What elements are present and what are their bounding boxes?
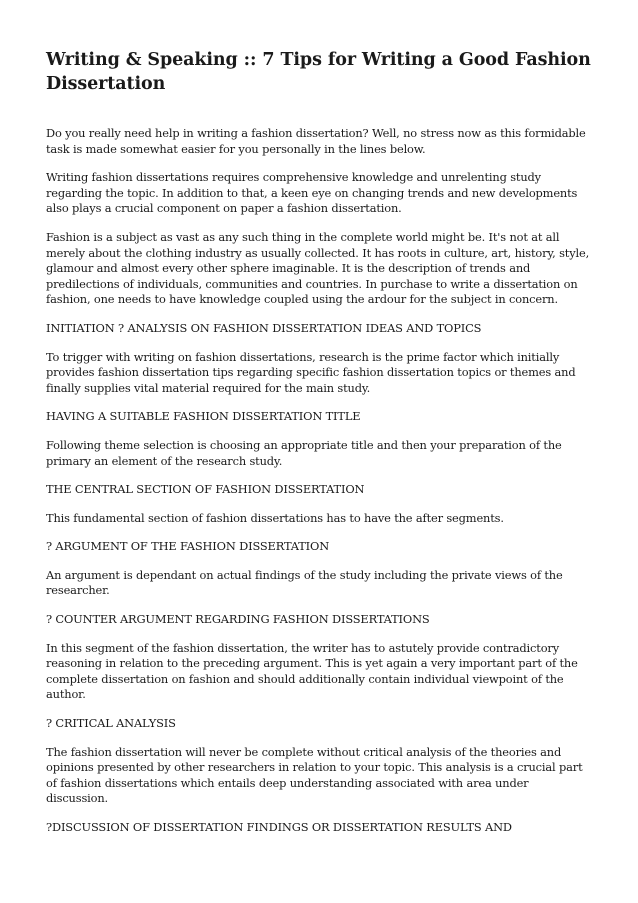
paragraph-theme-selection: Following theme selection is choosing an appropriate title and then your preparation of the primary an element of the research study. [46, 437, 562, 468]
section-heading-title: HAVING A SUITABLE FASHION DISSERTATION TITLE [46, 409, 361, 424]
document-title: Writing & Speaking :: 7 Tips for Writing a Good Fashion Dissertation [46, 50, 591, 94]
paragraph-critical-analysis: The fashion dissertation will never be complete without critical analysis of the theories and opinions presented by other researchers in relation to your topic. This analysis is a crucial part of fashion dissertations which entails deep understanding associated with area under discussion. [46, 744, 583, 806]
section-heading-counter-argument: ? COUNTER ARGUMENT REGARDING FASHION DISSERTATIONS [46, 612, 430, 627]
paragraph-fashion-subject: Fashion is a subject as vast as any such thing in the complete world might be. It's not at all merely about the clothing industry as usually collected. It has roots in culture, art, history, style, glamour and almost every other sphere imaginable. It is the description of trends and predilections of individuals, communities and countries. In purchase to write a dissertation on fashion, one needs to have knowledge coupled using the ardour for the subject in concern. [46, 229, 590, 307]
document-page [46, 48, 592, 849]
paragraph-research: To trigger with writing on fashion dissertations, research is the prime factor which initially provides fashion dissertation tips regarding specific fashion dissertation topics or themes and finally supplies vital material required for the main study. [46, 349, 576, 395]
section-heading-initiation: INITIATION ? ANALYSIS ON FASHION DISSERTATION IDEAS AND TOPICS [46, 320, 482, 335]
paragraph-counter-argument: In this segment of the fashion dissertation, the writer has to astutely provide contradictory reasoning in relation to the preceding argument. This is yet again a very important part of the complete dissertation on fashion and should additionally contain individual viewpoint of the author. [46, 640, 578, 702]
section-heading-discussion: ?DISCUSSION OF DISSERTATION FINDINGS OR DISSERTATION RESULTS AND [46, 820, 512, 834]
section-heading-central: THE CENTRAL SECTION OF FASHION DISSERTATION [46, 482, 365, 497]
section-heading-critical-analysis: ? CRITICAL ANALYSIS [46, 716, 176, 731]
paragraph-argument: An argument is dependant on actual findings of the study including the private views of the researcher. [46, 567, 563, 598]
paragraph-intro: Do you really need help in writing a fashion dissertation? Well, no stress now as this formidable task is made somewhat easier for you personally in the lines below. [46, 126, 586, 156]
section-heading-argument: ? ARGUMENT OF THE FASHION DISSERTATION [46, 539, 330, 554]
paragraph-segments: This fundamental section of fashion dissertations has to have the after segments. [46, 510, 504, 525]
paragraph-requirements: Writing fashion dissertations requires comprehensive knowledge and unrelenting study regarding the topic. In addition to that, a keen eye on changing trends and new developments also plays a crucial component on paper a fashion dissertation. [46, 170, 578, 216]
